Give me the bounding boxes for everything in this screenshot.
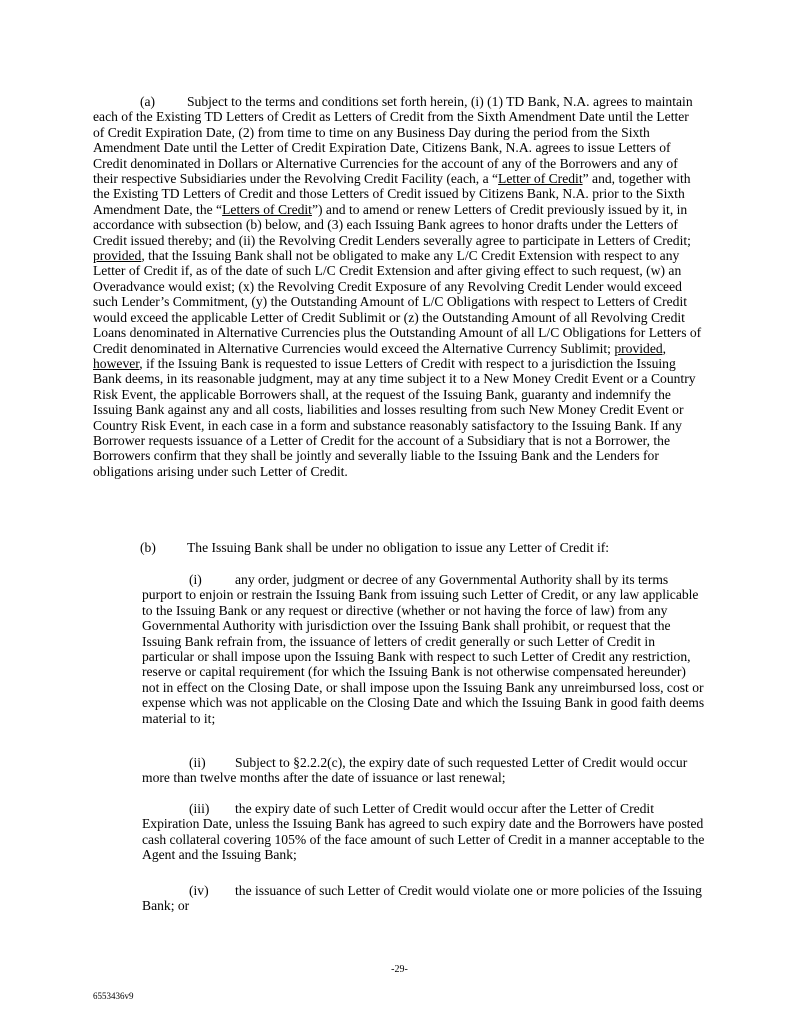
subparagraph-i-text: any order, judgment or decree of any Governmental Authority shall by its terms purport to enjoin or restrain the Issuing Bank from issuing such Letter of Credit, or any law applicable to the Issuing Bank or any request or directive (whether or not having the force of law) from any Governmental Authority with jurisdiction over the Issuing Bank shall prohibit, or request that the Issuing Bank refrain from, the issuance of letters of credit generally or such Letter of Credit in particular or shall impose upon the Issuing Bank with respect to such Letter of Credit any restriction, reserve or capital requirement (for which the Issuing Bank is not otherwise compensated hereunder) not in effect on the Closing Date, or shall impose upon the Issuing Bank any unreimbursed loss, cost or expense which was not applicable on the Closing Date and which the Issuing Bank in good faith deems material to it; bbox=[142, 572, 705, 726]
subparagraph-ii bbox=[142, 755, 705, 786]
subparagraph-i bbox=[142, 572, 705, 726]
provided-however-term: provided, however bbox=[93, 340, 667, 371]
paragraph-b-label: (b) bbox=[140, 540, 156, 555]
paragraph-a-label: (a) bbox=[140, 94, 156, 109]
paragraph-a-text-3: ”) and to amend or renew Letters of Credit previously issued by it, in accordance with subsection (b) below, and (3) each Issuing Bank agrees to honor drafts under the Letters of Credit issued thereby; and (ii) the Revolving Credit Lenders severally agree to participate in Letters of Credit; bbox=[93, 201, 691, 248]
paragraph-a-text-2: ” and, together with the Existing TD Letters of Credit and those Letters of Credit issued by Citizens Bank, N.A. prior to the Sixth Amendment Date, the “ bbox=[93, 171, 691, 217]
provided-term: provided bbox=[93, 248, 142, 264]
defined-term-letter-of-credit: Letter of Credit bbox=[498, 171, 583, 187]
subparagraph-iv-text: the issuance of such Letter of Credit would violate one or more policies of the Issuing Bank; or bbox=[142, 883, 702, 914]
subparagraph-iii-text: the expiry date of such Letter of Credit would occur after the Letter of Credit Expiration Date, unless the Issuing Bank has agreed to such expiry date and the Borrowers have posted cash collateral covering 105% of the face amount of such Letter of Credit in a manner acceptable to the Agent and the Issuing Bank; bbox=[142, 801, 705, 863]
page-number: -29- bbox=[391, 964, 408, 975]
defined-term-letters-of-credit: Letters of Credit bbox=[222, 201, 312, 217]
paragraph-a-text-1: Subject to the terms and conditions set forth herein, (i) (1) TD Bank, N.A. agrees to maintain each of the Existing TD Letters of Credit as Letters of Credit from the Sixth Amendment Date until the Letter of Credit Expiration Date, (2) from time to time on any Business Day during the period from the Sixth Amendment Date until the Letter of Credit Expiration Date, Citizens Bank, N.A. agrees to issue Letters of Credit denominated in Dollars or Alternative Currencies for the account of any of the Borrowers and any of their respective Subsidiaries under the Revolving Credit Facility (each, a “ bbox=[93, 94, 693, 187]
subparagraph-iii-label: (iii) bbox=[189, 801, 210, 816]
subparagraph-iv bbox=[142, 883, 705, 914]
document-id: 6553436v9 bbox=[93, 991, 134, 1001]
subparagraph-i-label: (i) bbox=[189, 572, 202, 587]
paragraph-a-text-4: , that the Issuing Bank shall not be obligated to make any L/C Credit Extension with respect to any Letter of Credit if, as of the date of such L/C Credit Extension and after giving effect to such request, (w) an Overadvance would exist; (x) the Revolving Credit Exposure of any Revolving Credit Lender would exceed such Lender’s Commitment, (y) the Outstanding Amount of L/C Obligations with respect to Letters of Credit would exceed the applicable Letter of Credit Sublimit or (z) the Outstanding Amount of all Revolving Credit Loans denominated in Alternative Currencies plus the Outstanding Amount of all L/C Obligations for Letters of Credit denominated in Alternative Currencies would exceed the Alternative Currency Sublimit; bbox=[93, 248, 702, 356]
paragraph-b-text: The Issuing Bank shall be under no obligation to issue any Letter of Credit if: bbox=[187, 540, 610, 555]
subparagraph-ii-text: Subject to §2.2.2(c), the expiry date of such requested Letter of Credit would occur more than twelve months after the date of issuance or last renewal; bbox=[142, 755, 688, 786]
subparagraph-iv-label: (iv) bbox=[189, 883, 209, 898]
subparagraph-ii-label: (ii) bbox=[189, 755, 206, 770]
paragraph-a-text-5: , if the Issuing Bank is requested to issue Letters of Credit with respect to a jurisdiction the Issuing Bank deems, in its reasonable judgment, may at any time subject it to a New Money Credit Event or a Country Risk Event, the applicable Borrowers shall, at the request of the Issuing Bank, guaranty and indemnify the Issuing Bank against any and all costs, liabilities and losses resulting from such New Money Credit Event or Country Risk Event, in each case in a form and substance reasonably satisfactory to the Issuing Bank. If any Borrower requests issuance of a Letter of Credit for the account of a Subsidiary that is not a Borrower, the Borrowers confirm that they shall be jointly and severally liable to the Issuing Bank and the Lenders for obligations arising under such Letter of Credit. bbox=[93, 355, 696, 479]
paragraph-a bbox=[93, 94, 703, 479]
paragraph-b bbox=[93, 540, 703, 555]
subparagraph-iii bbox=[142, 801, 705, 863]
